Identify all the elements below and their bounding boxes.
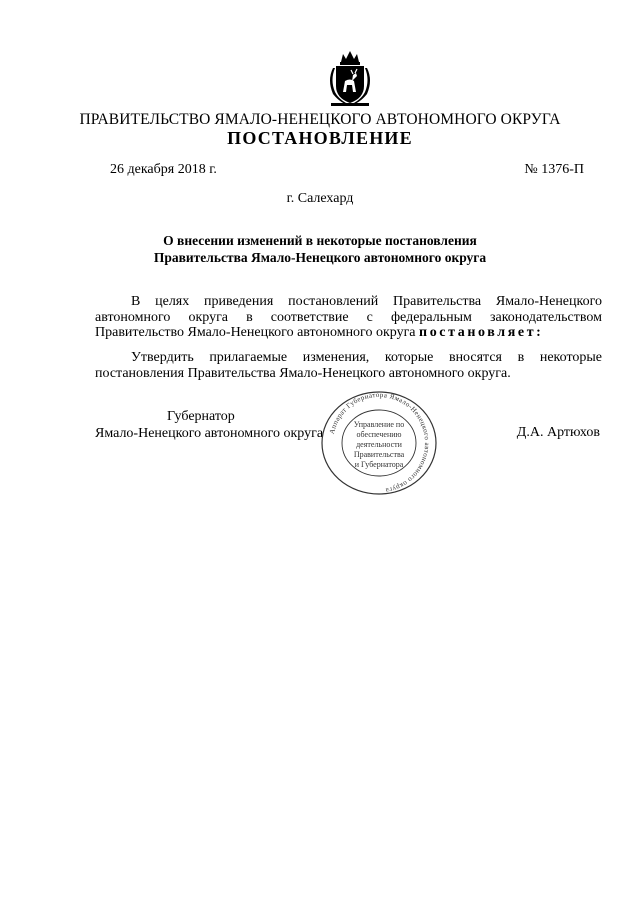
svg-text:обеспечению: обеспечению [356,430,402,439]
official-seal [318,390,440,496]
document-date: 26 декабря 2018 г. [110,162,217,177]
svg-text:Аппарат Губернатора Ямало-Нене: Аппарат Губернатора Ямало-Ненецкого автономного округа [327,390,432,495]
signatory-position [95,408,323,442]
svg-text:Правительства: Правительства [353,450,405,459]
svg-text:Управление по: Управление по [353,420,405,429]
document-number: № 1376-П [524,162,584,177]
svg-text:и Губернатора: и Губернатора [354,460,404,469]
body-paragraph-1 [95,294,602,341]
position-region: Ямало-Ненецкого автономного округа [95,426,324,441]
body-paragraph-2: Утвердить прилагаемые изменения, которые вносятся в некоторые постановления Правительства Ямало-Ненецкого автономного округа. [95,350,602,381]
document-subject [0,232,640,266]
decree-word: постановляет: [419,325,544,340]
city: г. Салехард [286,191,354,206]
subject-line-1: О внесении изменений в некоторые постановления [163,233,477,248]
signatory-name: Д.А. Артюхов [516,425,600,440]
svg-text:деятельности: деятельности [356,440,402,449]
subject-line-2: Правительства Ямало-Ненецкого автономного округа [153,250,487,265]
position-title: Губернатор [167,409,235,424]
document-type: ПОСТАНОВЛЕНИЕ [227,128,413,148]
government-title: ПРАВИТЕЛЬСТВО ЯМАЛО-НЕНЕЦКОГО АВТОНОМНОГО ОКРУГА [79,111,561,128]
paragraph-1-text: В целях приведения постановлений Правительства Ямало-Ненецкого автономного округа в соответствие с федеральным законодательством Правительство Ямало-Ненецкого автономного округа [95,294,602,340]
coat-of-arms-icon [319,48,381,108]
